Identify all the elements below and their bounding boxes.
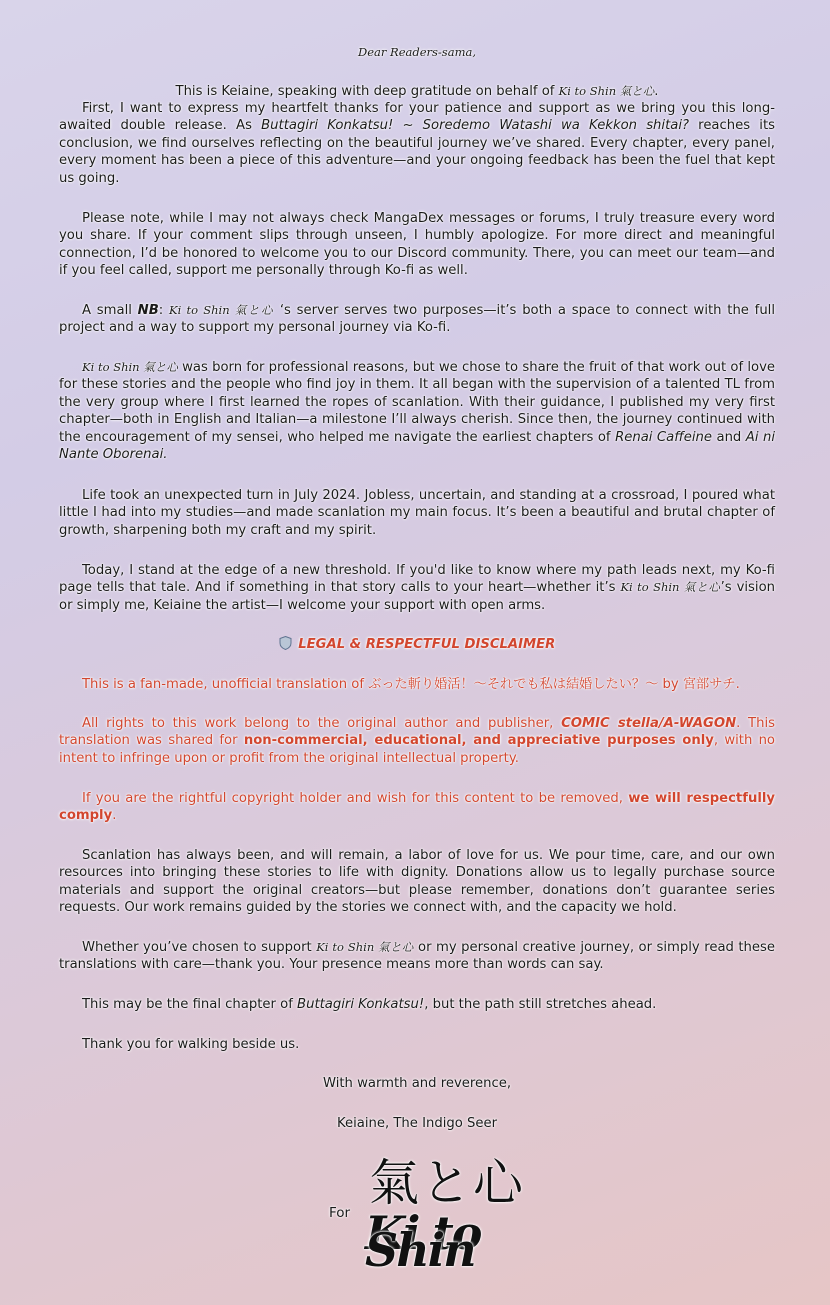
paragraph-origin (59, 359, 775, 463)
disclaimer-title-text: LEGAL & RESPECTFUL DISCLAIMER (298, 637, 556, 652)
disclaimer-title (59, 636, 775, 653)
intro-end: . (654, 84, 659, 99)
for-label: For (329, 1205, 351, 1221)
salutation: Dear Readers-sama, (358, 45, 476, 59)
text: . (735, 677, 740, 692)
text: and (712, 429, 746, 445)
series-title: Ai ni Nante Oborenai. (59, 429, 775, 463)
paragraph-final (59, 996, 775, 1013)
text: ‘s server serves two purposes—it’s both a space to connect with the full project and a way to support my personal journey via Ko-fi. (59, 303, 776, 336)
series-title: Buttagiri Konkatsu! ~ Soredemo Watashi wa Kekkon shitai? (261, 118, 689, 134)
text: First, I want to express my heartfelt thanks for your patience and support as we bring you this long-awaited double release. As (59, 101, 775, 134)
intro-line (59, 83, 775, 100)
text: A small (82, 303, 138, 318)
intro-text: This is Keiaine, speaking with deep gratitude on behalf of (175, 84, 559, 99)
signature: Keiaine, The Indigo Seer (336, 1116, 498, 1131)
nb-label: NB (137, 303, 159, 318)
paragraph-life: Life took an unexpected turn in July 2024. Jobless, uncertain, and standing at a crossroad, I poured what little I had into my studies—and made scanlation my main focus. It’s been a beautiful and brutal chapter of growth, sharpening both my craft and my spirit. (59, 488, 775, 538)
paragraph-thanks-walk: Thank you for walking beside us. (82, 1037, 300, 1052)
disclaimer-fan-made (59, 676, 775, 693)
logo-kanji: 氣と心 (369, 1154, 525, 1212)
brand-name: Ki to Shin 氣と心 (82, 360, 178, 374)
closing: With warmth and reverence, (322, 1076, 512, 1091)
brand-name: Ki to Shin 氣と心 (620, 580, 721, 595)
text: This is a fan-made, unofficial translation of (82, 677, 369, 692)
text: ’s vision or simply me, Keiaine the artist—I welcome your support with open arms. (59, 580, 776, 613)
brand-name: Ki to Shin 氣と心 (168, 303, 275, 317)
text: by (658, 677, 683, 692)
paragraph-thanks (59, 100, 775, 187)
publisher-name: COMIC stella/A-WAGON (561, 716, 737, 731)
japanese-title: ぶった斬り婚活！〜それでも私は結婚したい？〜 (368, 677, 659, 692)
paragraph-donations: Scanlation has always been, and will remain, a labor of love for us. We pour time, care, and our own resources into bringing these stories to life with dignity. Donations allow us to legally purchase source materials and support the original creators—but please remember, donations don’t guarantee series requests. Our work remains guided by the stories we connect with, and the capacity we hold. (59, 848, 775, 916)
disclaimer-removal (59, 790, 775, 825)
author-name: 宮部サチ (682, 677, 736, 692)
text: : (158, 303, 169, 318)
text: , with no intent to infringe upon or profit from the original intellectual property. (59, 733, 776, 766)
paragraph-nb (59, 302, 775, 337)
shield-icon (279, 637, 297, 652)
brand-name: Ki to Shin 氣と心 (316, 940, 414, 954)
text: Today, I stand at the edge of a new threshold. If you'd like to know where my path leads next, my Ko-fi page tells that tale. And if something in that story calls to your heart—whether it’s (59, 563, 775, 596)
disclaimer-rights (59, 715, 775, 767)
paragraph-contact: Please note, while I may not always check MangaDex messages or forums, I truly treasure every word you share. If your comment slips through unseen, I humbly apologize. For more direct and meaningful connection, I’d be honored to welcome you to our Discord community. There, you can meet our team—and if you feel called, support me personally through Ko-fi as well. (59, 211, 775, 279)
paragraph-threshold (59, 562, 775, 614)
text: was born for professional reasons, but we chose to share the fruit of that work out of love for these stories and the people who find joy in them. It all began with the supervision of a talented TL from the very group where I first learned the ropes of scanlation. With their guidance, I published my very first chapter—both in English and Italian—a milestone I’ll always cherish. Since then, the journey continued with the encouragement of my sensei, who helped me navigate the earliest chapters of (59, 360, 775, 445)
ki-to-shin-logo (365, 1154, 529, 1290)
series-title: Renai Caffeine (615, 429, 712, 445)
footer-logo (59, 1154, 775, 1290)
text: , but the path still stretches ahead. (424, 997, 657, 1012)
text: or my personal creative journey, or simply read these translations with care—thank you. Your presence means more than words can say. (59, 940, 775, 973)
comply-emphasis: we will respectfully comply (59, 791, 775, 824)
text: reaches its conclusion, we find ourselves reflecting on the beautiful journey we’ve shared. Every chapter, every panel, every moment has been a piece of this adventure—and your ongoing feedback has been the fuel that kept us going. (59, 118, 775, 186)
text: If you are the rightful copyright holder and wish for this content to be removed, (82, 791, 629, 806)
text: . This translation was shared for (59, 716, 775, 749)
paragraph-support (59, 939, 775, 974)
text: . (112, 808, 117, 824)
text: All rights to this work belong to the original author and publisher, (82, 716, 562, 731)
purpose-emphasis: non-commercial, educational, and appreciative purposes only (243, 733, 714, 749)
brand-name: Ki to Shin 氣と心 (558, 84, 655, 98)
text: Whether you’ve chosen to support (82, 940, 317, 955)
series-title: Buttagiri Konkatsu! (297, 997, 425, 1012)
text: This may be the final chapter of (82, 997, 298, 1012)
logo-latin: Ki to Shin (365, 1206, 481, 1278)
